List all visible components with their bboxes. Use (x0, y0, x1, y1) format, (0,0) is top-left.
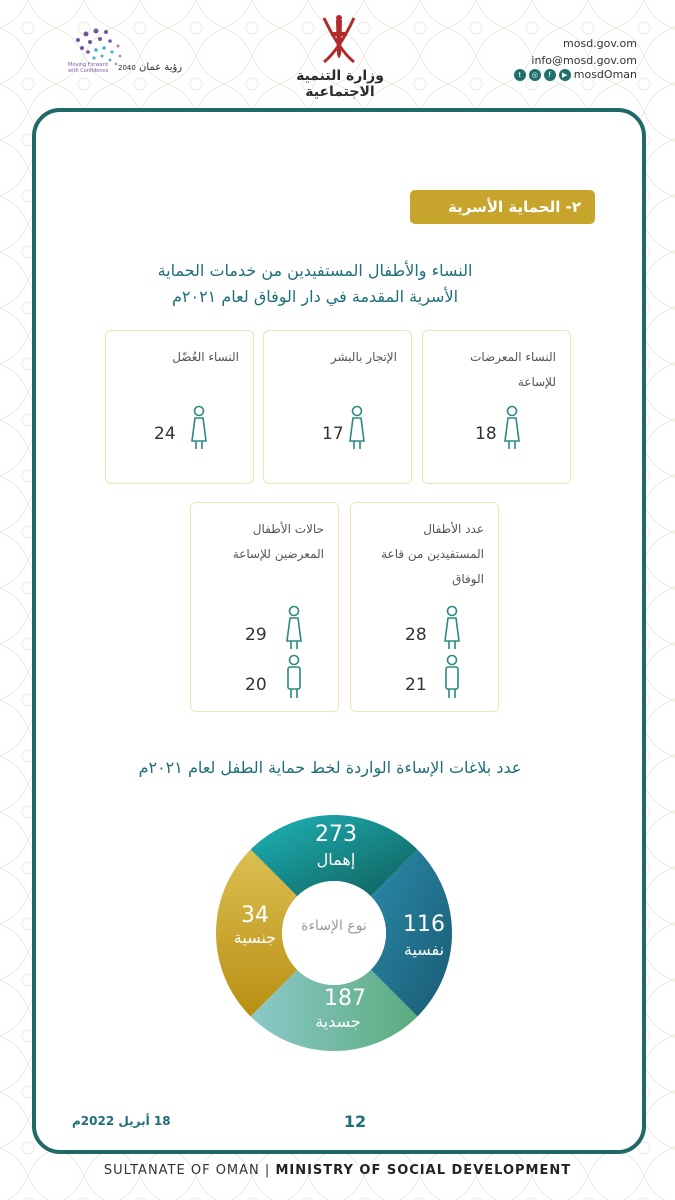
section-title-badge (410, 190, 595, 224)
box-label: عدد الأطفال المستفيدين من قاعة الوفاق (381, 522, 484, 586)
stat-box-adhl-women (105, 330, 254, 484)
header (0, 0, 675, 105)
female-person-icon (503, 405, 521, 451)
female-count: 18 (475, 424, 497, 444)
box-label: النساء المعرضات للإساعة (470, 350, 556, 389)
female-count: 28 (405, 625, 427, 645)
email-link[interactable]: info@mosd.gov.om (531, 54, 637, 67)
beneficiaries-title (120, 258, 510, 310)
website-link[interactable]: mosd.gov.om (563, 37, 637, 50)
facebook-icon[interactable]: f (544, 69, 556, 81)
box-label: الإتجار بالبشر (330, 350, 397, 364)
footer-text (0, 1163, 675, 1178)
social-handle[interactable]: mosdOman (573, 68, 637, 81)
male-person-icon (443, 654, 461, 700)
value-label-neglect: 273 (315, 822, 357, 847)
footer-ministry: MINISTRY OF SOCIAL DEVELOPMENT (275, 1163, 572, 1178)
vision-title: رؤية عمان (139, 62, 183, 73)
female-person-icon (443, 605, 461, 651)
donut-center-label: نوع الإساءة (301, 918, 367, 934)
vision-tagline: Moving Forward with Confidence (68, 62, 109, 74)
stat-box-abused-women (422, 330, 571, 484)
reports-title: عدد بلاغات الإساءة الواردة لخط حماية الطفل لعام ٢٠٢١م (138, 758, 522, 777)
category-label-neglect: إهمال (316, 850, 356, 869)
stat-box-children-beneficiaries (350, 502, 499, 712)
category-label-psychological: نفسية (403, 940, 445, 959)
section-title: ٢- الحماية الأسرية (448, 198, 581, 216)
stat-box-abused-children (190, 502, 339, 712)
twitter-icon[interactable]: t (514, 69, 526, 81)
female-count: 17 (322, 424, 344, 444)
category-label-sexual: جنسية (233, 928, 277, 947)
value-label-sexual: 34 (241, 903, 269, 928)
publish-date: 18 أبريل 2022م (72, 1114, 171, 1128)
page-number: 12 (343, 1112, 367, 1131)
male-count: 21 (405, 675, 427, 695)
vision-year: 2040 (118, 64, 136, 72)
footer-separator: | (264, 1163, 271, 1178)
youtube-icon[interactable]: ▶ (559, 69, 571, 81)
instagram-icon[interactable]: ◎ (529, 69, 541, 81)
beneficiaries-title-line2: الأسرية المقدمة في دار الوفاق لعام ٢٠٢١م (171, 287, 459, 306)
beneficiaries-title-line1: النساء والأطفال المستفيدين من خدمات الحماية (157, 261, 473, 280)
footer-country: SULTANATE OF OMAN (103, 1163, 260, 1178)
value-label-psychological: 116 (403, 912, 445, 937)
category-label-physical: جسدية (315, 1012, 361, 1031)
social-links (514, 68, 637, 81)
box-label: حالات الأطفال المعرضين للإساعة (232, 522, 324, 561)
box-label: النساء العُضّل (172, 350, 239, 364)
contact-info (531, 35, 637, 69)
value-label-physical: 187 (324, 986, 366, 1011)
oman-emblem-logo (318, 10, 360, 70)
female-count: 29 (245, 625, 267, 645)
female-count: 24 (154, 424, 176, 444)
stat-box-trafficking (263, 330, 412, 484)
male-count: 20 (245, 675, 267, 695)
female-person-icon (348, 405, 366, 451)
female-person-icon (285, 605, 303, 651)
male-person-icon (285, 654, 303, 700)
female-person-icon (190, 405, 208, 451)
ministry-name-arabic: وزارة التنمية الاجتماعية (296, 68, 384, 100)
